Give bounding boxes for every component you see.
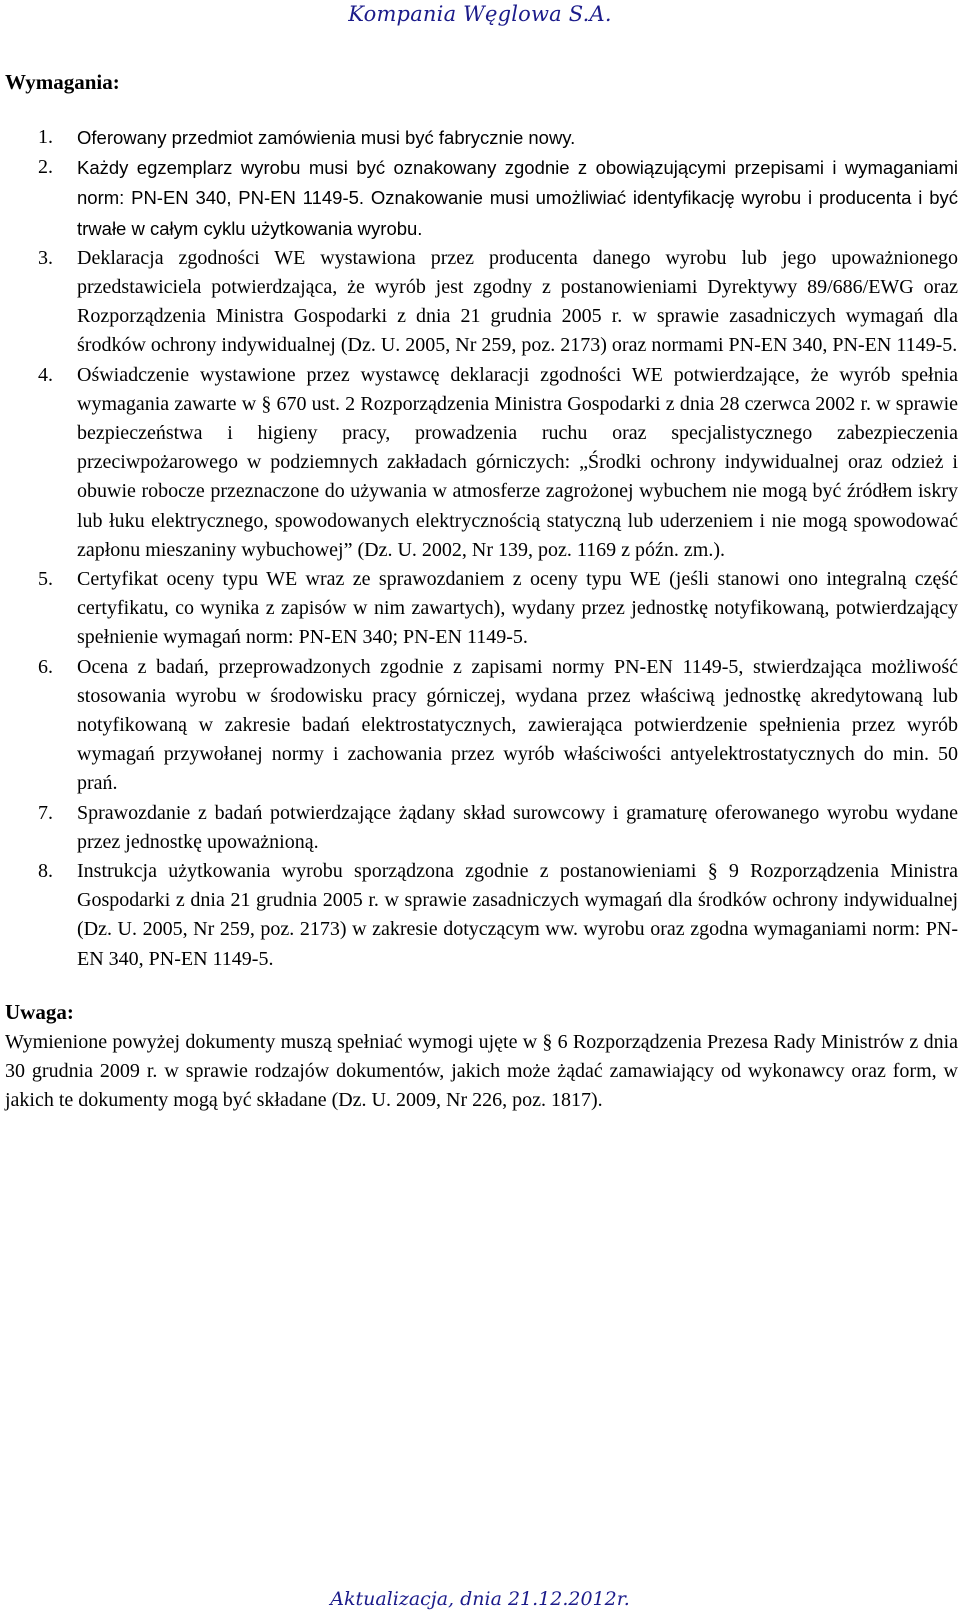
- requirement-text: Oświadczenie wystawione przez wystawcę deklaracji zgodności WE potwierdzające, że wyrób spełnia wymagania zawarte w § 670 ust. 2 Rozporządzenia Ministra Gospodarki z dnia 28 czerwca 2002 r. w sprawie bezpieczeństwa i higieny pracy, prowadzenia ruchu oraz specjalistycznego zabezpieczenia przeciwpożarowego w podziemnych zakładach górniczych: „Środki ochrony indywidualnej oraz odzież i obuwie robocze przeznaczone do używania w atmosferze zagrożonej wybuchem nie mogą być źródłem iskry lub łuku elektrycznego, spowodowanych elektrycznością statyczną lub uderzeniem i nie mogą spowodować zapłonu mieszaniny wybuchowej” (Dz. U. 2002, Nr 139, poz. 1169 z późn. zm.).: [77, 363, 958, 561]
- requirements-list: [5, 123, 958, 974]
- requirement-number: 1.: [38, 126, 53, 148]
- requirement-text: Oferowany przedmiot zamówienia musi być fabrycznie nowy.: [77, 127, 576, 148]
- note-title: Uwaga:: [5, 999, 74, 1024]
- note-text: Wymienione powyżej dokumenty muszą spełniać wymogi ujęte w § 6 Rozporządzenia Prezesa Rady Ministrów z dnia 30 grudnia 2009 r. w sprawie rodzajów dokumentów, jakich może żądać zamawiający od wykonawcy oraz form, w jakich te dokumenty mogą być składane (Dz. U. 2009, Nr 226, poz. 1817).: [5, 1030, 958, 1112]
- requirement-number: 3.: [38, 246, 53, 269]
- requirement-number: 8.: [38, 860, 53, 883]
- requirement-text: Każdy egzemplarz wyrobu musi być oznakowany zgodnie z obowiązującymi przepisami i wymaganiami norm: PN-EN 340, PN-EN 1149-5. Oznakowanie musi umożliwiać identyfikację wyrobu i producenta i być trwałe w całym cyklu użytkowania wyrobu.: [77, 157, 958, 239]
- requirement-item: [5, 244, 958, 361]
- requirement-text: Sprawozdanie z badań potwierdzające żądany skład surowcowy i gramaturę oferowanego wyrobu wydane przez jednostkę upoważnioną.: [77, 801, 958, 853]
- requirement-item: [5, 799, 958, 857]
- requirement-text: Certyfikat oceny typu WE wraz ze sprawozdaniem z oceny typu WE (jeśli stanowi ono integralną część certyfikatu, co wynika z zapisów w nim zawartych), wydany przez jednostkę notyfikowaną, potwierdzający spełnienie wymagań norm: PN-EN 340; PN-EN 1149-5.: [77, 568, 958, 649]
- requirement-text: Instrukcja użytkowania wyrobu sporządzona zgodnie z postanowieniami § 9 Rozporządzenia Ministra Gospodarki z dnia 21 grudnia 2005 r. w sprawie zasadniczych wymagań dla środków ochrony indywidualnej (Dz. U. 2005, Nr 259, poz. 2173) w zakresie dotyczącym ww. wyrobu oraz zgodna wymaganiami norm: PN-EN 340, PN-EN 1149-5.: [77, 860, 958, 970]
- company-header: Kompania Węglowa S.A.: [348, 2, 612, 26]
- requirement-item: [5, 857, 958, 974]
- requirement-text: Ocena z badań, przeprowadzonych zgodnie z zapisami normy PN-EN 1149-5, stwierdzająca możliwość stosowania wyrobu w środowisku pracy górniczej, wydana przez właściwą jednostkę akredytowaną lub notyfikowaną w zakresie badań elektrostatycznych, zawierająca potwierdzenie spełnienia przez wyrób wymagań przywołanej normy i zachowania przez wyrób właściwości antyelektrostatycznych do min. 50 prań.: [77, 655, 958, 795]
- requirement-item: [5, 153, 958, 244]
- requirement-item: [5, 123, 958, 153]
- document-body: [5, 68, 958, 1116]
- requirement-number: 6.: [38, 655, 53, 678]
- requirement-number: 2.: [38, 156, 53, 179]
- requirement-item: [5, 361, 958, 565]
- requirement-number: 5.: [38, 568, 53, 591]
- requirement-text: Deklaracja zgodności WE wystawiona przez producenta danego wyrobu lub jego upoważnionego przedstawiciela potwierdzająca, że wyrób jest zgodny z postanowieniami Dyrektywy 89/686/EWG oraz Rozporządzenia Ministra Gospodarki z dnia 21 grudnia 2005 r. w sprawie zasadniczych wymagań dla środków ochrony indywidualnej (Dz. U. 2005, Nr 259, poz. 2173) oraz normami PN-EN 340, PN-EN 1149-5.: [77, 246, 958, 357]
- requirement-number: 7.: [38, 801, 53, 824]
- requirements-title: Wymagania:: [5, 70, 120, 94]
- requirement-item: [5, 565, 958, 653]
- requirement-item: [5, 653, 958, 799]
- update-footer: Aktualizacja, dnia 21.12.2012r.: [330, 1588, 630, 1610]
- requirement-number: 4.: [38, 363, 53, 386]
